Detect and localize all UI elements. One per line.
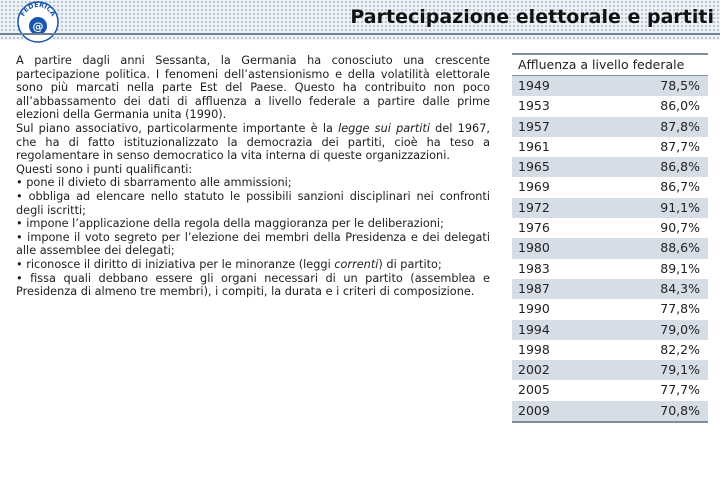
turnout-cell: 79,1% xyxy=(660,362,700,378)
turnout-table xyxy=(512,53,708,423)
year-cell: 1969 xyxy=(518,179,550,195)
svg-text:FEDERICA: FEDERICA xyxy=(18,0,58,18)
turnout-cell: 87,7% xyxy=(660,138,700,154)
year-cell: 1965 xyxy=(518,159,550,175)
turnout-cell: 82,2% xyxy=(660,341,700,357)
table-row xyxy=(512,380,708,400)
table-body xyxy=(512,76,708,421)
turnout-cell: 89,1% xyxy=(660,260,700,276)
federica-logo-icon xyxy=(16,0,60,44)
table-row xyxy=(512,137,708,157)
table-row xyxy=(512,76,708,96)
list-item: • fissa quali debbano essere gli organi necessari di un partito (assemblea e Presidenza di almeno tre membri), i compiti, la durata e i criteri di composizione. xyxy=(16,271,490,299)
year-cell: 1994 xyxy=(518,321,550,337)
header-divider xyxy=(0,33,720,35)
list-item: • obbliga ad elencare nello statuto le possibili sanzioni disciplinari nei confronti degli iscritti; xyxy=(16,189,490,217)
party-law-term: legge sui partiti xyxy=(338,121,430,135)
turnout-cell: 86,7% xyxy=(660,179,700,195)
paragraph-party-law: Sul piano associativo, particolarmente importante è la legge sui partiti del 1967, che ha di fatto istituzionalizzato la democrazia dei partiti, cioè ha teso a regolamentare in senso democratico la vita interna di queste organizzazioni. xyxy=(16,121,490,163)
table-row xyxy=(512,259,708,279)
turnout-cell: 88,6% xyxy=(660,240,700,256)
table-row xyxy=(512,401,708,421)
year-cell: 1980 xyxy=(518,240,550,256)
header-bar xyxy=(0,0,720,40)
table-header: Affluenza a livello federale xyxy=(512,55,708,76)
year-cell: 1972 xyxy=(518,199,550,215)
list-item: • impone il voto segreto per l’elezione dei membri della Presidenza e dei delegati alle assemblee dei delegati; xyxy=(16,230,490,258)
table-row xyxy=(512,360,708,380)
year-cell: 1987 xyxy=(518,280,550,296)
year-cell: 1983 xyxy=(518,260,550,276)
year-cell: 2005 xyxy=(518,382,550,398)
table-row xyxy=(512,340,708,360)
table-row xyxy=(512,117,708,137)
year-cell: 1990 xyxy=(518,301,550,317)
year-cell: 1976 xyxy=(518,220,550,236)
turnout-cell: 70,8% xyxy=(660,402,700,418)
turnout-cell: 91,1% xyxy=(660,199,700,215)
table-row xyxy=(512,238,708,258)
turnout-cell: 86,0% xyxy=(660,98,700,114)
year-cell: 1957 xyxy=(518,118,550,134)
turnout-cell: 77,8% xyxy=(660,301,700,317)
list-item: • impone l’applicazione della regola della maggioranza per le deliberazioni; xyxy=(16,217,444,231)
turnout-cell: 78,5% xyxy=(660,78,700,93)
svg-text:@: @ xyxy=(32,20,44,33)
table-row xyxy=(512,157,708,177)
turnout-cell: 86,8% xyxy=(660,159,700,175)
table-row xyxy=(512,198,708,218)
year-cell: 1961 xyxy=(518,138,550,154)
year-cell: 1998 xyxy=(518,341,550,357)
list-item: • pone il divieto di sbarramento alle ammissioni; xyxy=(16,176,292,190)
table-row xyxy=(512,299,708,319)
table-row xyxy=(512,218,708,238)
list-item: • riconosce il diritto di iniziativa per le minoranze (leggi correnti) di partito; xyxy=(16,257,442,271)
table-row xyxy=(512,177,708,197)
turnout-cell: 77,7% xyxy=(660,382,700,398)
body-text xyxy=(16,54,490,299)
turnout-cell: 87,8% xyxy=(660,118,700,134)
year-cell: 1949 xyxy=(518,78,550,93)
turnout-cell: 84,3% xyxy=(660,280,700,296)
correnti-term: correnti xyxy=(334,257,379,271)
paragraph-points-intro: Questi sono i punti qualificanti: xyxy=(16,162,193,176)
page-title: Partecipazione elettorale e partiti xyxy=(350,6,714,28)
table-row xyxy=(512,320,708,340)
paragraph-intro: A partire dagli anni Sessanta, la Germania ha conosciuto una crescente partecipazione politica. I fenomeni dell’astensionismo e della volatilità elettorale sono più marcati nella parte Est del Paese. Questo ha contribuito non poco all’abbassamento dei dati di affluenza a livello federale a partire dalle prime elezioni della Germania unita (1990). xyxy=(16,54,490,122)
table-row xyxy=(512,96,708,116)
turnout-cell: 79,0% xyxy=(660,321,700,337)
turnout-cell: 90,7% xyxy=(660,220,700,236)
year-cell: 2009 xyxy=(518,402,550,418)
table-row xyxy=(512,279,708,299)
year-cell: 2002 xyxy=(518,362,550,378)
year-cell: 1953 xyxy=(518,98,550,114)
